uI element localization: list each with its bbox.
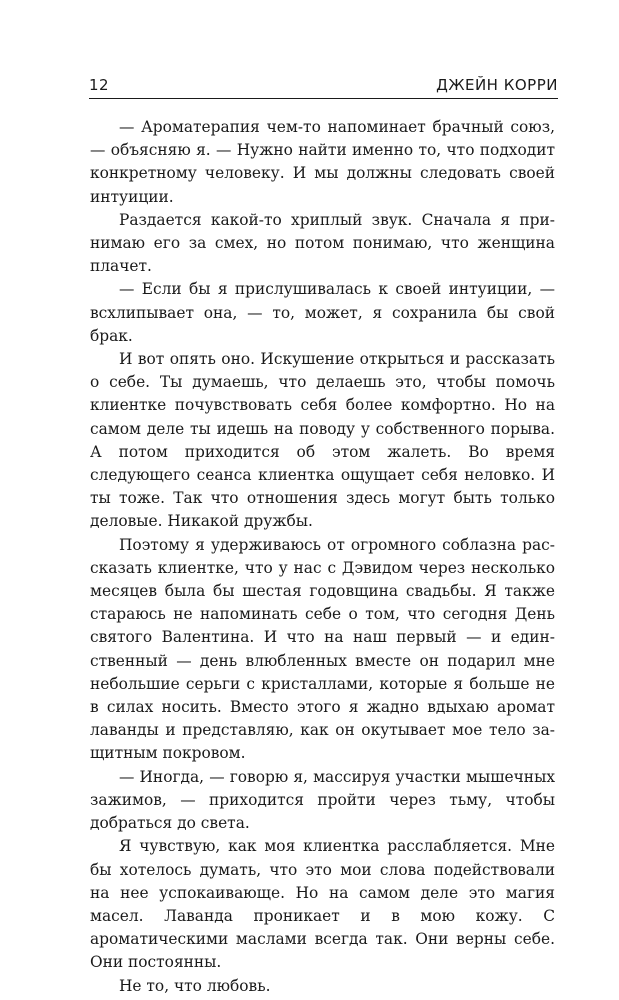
paragraph: — Иногда, — говорю я, массируя участки мышечных зажимов, — приходится пройти через тьму, чтобы добраться до света. [90,767,555,833]
paragraph: Я чувствую, как моя клиентка расслабляется. Мне бы хотелось думать, что это мои слова подействовали на нее успокаивающе. Но на самом деле это магия масел. Лаванда проникает и в мою кожу. С ароматическими маслами всегда так. Они верны себе. Они постоянны. [90,837,555,972]
page-number: 12 [89,76,110,94]
paragraph: — Ароматерапия чем-то напоминает брачный союз, — объясняю я. — Нужно найти именно то, что подходит конкретному человеку. И мы должны следовать своей интуиции. [90,118,555,206]
running-head-author: ДЖЕЙН КОРРИ [436,76,558,94]
body-text [90,116,555,998]
paragraph: Раздается какой-то хриплый звук. Сначала я принимаю его за смех, но потом понимаю, что женщина плачет. [90,210,555,276]
paragraph: И вот опять оно. Искушение открыться и рассказать о себе. Ты думаешь, что делаешь это, чтобы помочь клиентке почувствовать себя более комфортно. Но на самом деле ты идешь на поводу у собственного порыва. А потом приходится об этом жалеть. Во время следующего сеанса клиентка ощущает себя неловко. И ты тоже. Так что отношения здесь могут быть только деловые. Никакой дружбы. [90,350,555,531]
paragraph: — Если бы я прислушивалась к своей интуиции, — всхлипывает она, — то, может, я сохранила бы свой брак. [90,280,555,345]
running-head [89,72,558,99]
paragraph: Поэтому я удерживаюсь от огромного соблазна рассказать клиентке, что у нас с Дэвидом через несколько месяцев была бы шестая годовщина свадьбы. Я также стараюсь не напоминать себе о том, что сегодня День святого Валентина. И что на наш первый — и единственный — день влюбленных вместе он подарил мне небольшие серьги с кристаллами, которые я больше не в силах носить. Вместо этого я жадно вдыхаю аромат лаванды и представляю, как он окутывает мое тело защитным покровом. [90,535,555,763]
paragraph: Не то, что любовь. [119,976,271,995]
